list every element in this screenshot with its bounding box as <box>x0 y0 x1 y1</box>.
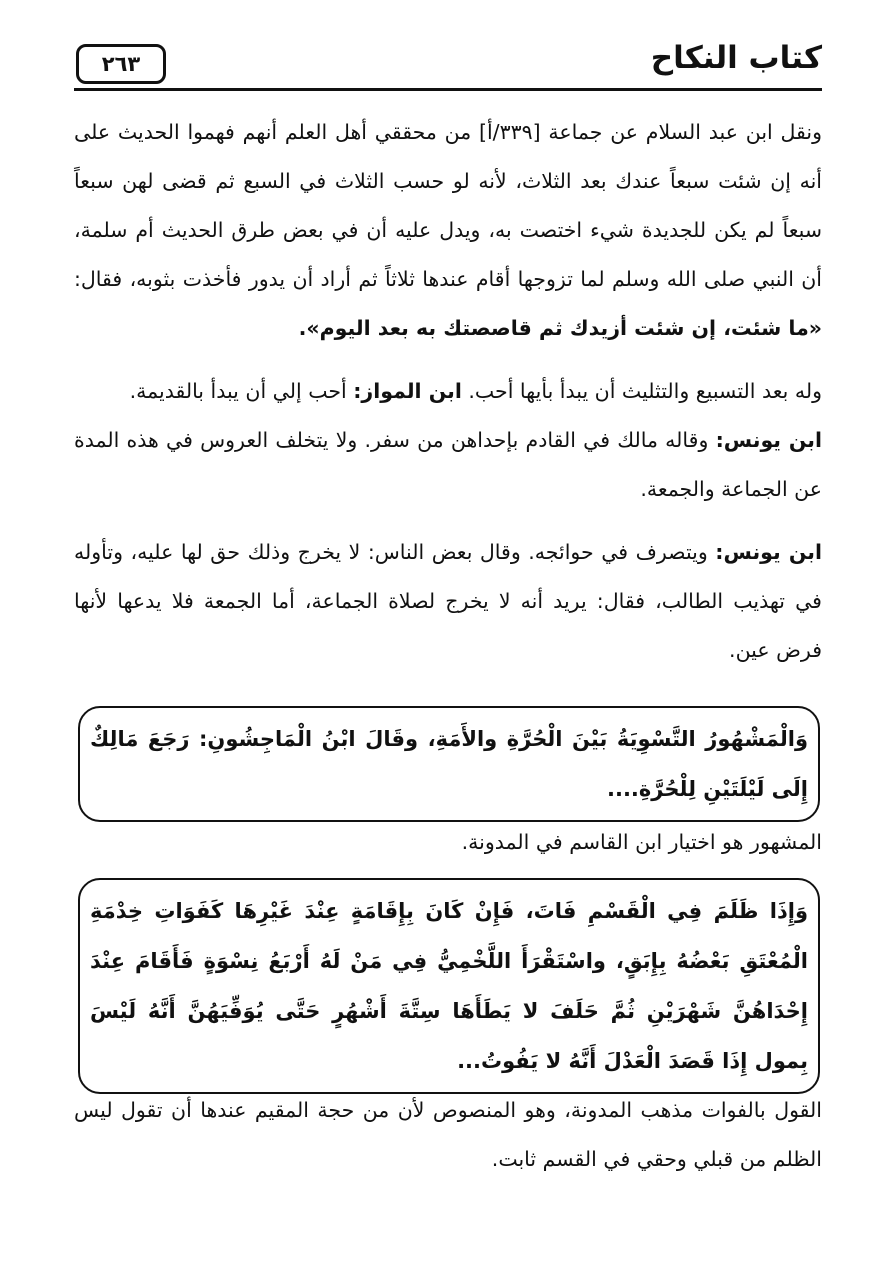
matn-box-1 <box>78 706 820 822</box>
note-text: القول بالفوات مذهب المدونة، وهو المنصوص لأن من حجة المقيم عندها أن تقول ليس الظلم من قبلي وحقي في القسم ثابت. <box>74 1098 822 1171</box>
commentary-note-2 <box>74 1086 822 1184</box>
paragraph-text: ويتصرف في حوائجه. وقال بعض الناس: لا يخرج وذلك حق لها عليه، وتأوله في تهذيب الطالب، فقال: يريد أنه لا يخرج لصلاة الجماعة، أما الجمعة فلا يدعها لأنها فرض عين. <box>74 540 822 662</box>
commentary-note-1 <box>74 818 822 867</box>
paragraph-text: وله بعد التسبيع والتثليث أن يبدأ بأيها أحب. <box>461 379 822 403</box>
paragraph-tasbi <box>74 367 822 416</box>
note-text: المشهور هو اختيار ابن القاسم في المدونة. <box>461 830 822 854</box>
hadith-quote: «ما شئت، إن شئت أزيدك ثم قاصصتك به بعد اليوم». <box>298 316 822 340</box>
scholar-name: ابن يونس: <box>715 540 823 564</box>
matn-text: وَإِذَا ظَلَمَ فِي الْقَسْمِ فَاتَ، فَإِنْ كَانَ بِإِقَامَةٍ عِنْدَ غَيْرِهَا كَفَوَاتِ خِدْمَةِ الْمُعْتَقِ بَعْضُهُ بِإِبَقٍ، واسْتَقْرَأَ اللَّخْمِيُّ فِي مَنْ لَهُ أَرْبَعُ نِسْوَةٍ فَأَقَامَ عِنْدَ إِحْدَاهُنَّ شَهْرَيْنِ ثُمَّ حَلَفَ لا يَطَأَهَا سِتَّةَ أَشْهُرٍ حَتَّى يُوَفِّيَهُنَّ أَنَّهُ لَيْسَ بِمول إِذَا قَصَدَ الْعَدْلَ أَنَّهُ لا يَفُوتُ... <box>90 899 808 1073</box>
page-header <box>74 36 822 94</box>
matn-text: وَالْمَشْهُورُ التَّسْوِيَةُ بَيْنَ الْحُرَّةِ والأَمَةِ، وقَالَ ابْنُ الْمَاجِشُونِ: رَجَعَ مَالِكٌ إِلَى لَيْلَتَيْنِ لِلْحُرَّةِ.... <box>90 727 808 801</box>
paragraph-text: وقاله مالك في القادم بإحداهن من سفر. ولا يتخلف العروس في هذه المدة عن الجماعة والجمعة. <box>74 428 822 501</box>
paragraph-ibn-yunus-1 <box>74 416 822 514</box>
paragraph-ibn-yunus-2 <box>74 528 822 675</box>
paragraph-text: ونقل ابن عبد السلام عن جماعة [٣٣٩/أ] من محققي أهل العلم أنهم فهموا الحديث على أنه إن شئت سبعاً عندك بعد الثلاث، لأنه لو حسب الثلاث في السبع ثم قضى لهن سبعاً سبعاً لم يكن للجديدة شيء اختصت به، ويدل عليه أن في بعض طرق الحديث أم سلمة، أن النبي صلى الله وسلم لما تزوجها أقام عندها ثلاثاً ثم أراد أن يدور فأخذت بثوبه، فقال: <box>74 120 823 291</box>
commentary-block-1 <box>74 108 822 675</box>
matn-box-2 <box>78 878 820 1094</box>
scholar-name: ابن يونس: <box>715 428 822 452</box>
book-title: كتاب النكاح <box>650 40 822 76</box>
page-number: ٢٦٣ <box>76 44 166 84</box>
paragraph-ibn-abd-salam <box>74 108 822 353</box>
scholar-name: ابن المواز: <box>353 379 462 403</box>
header-rule <box>74 88 822 91</box>
paragraph-text: أحب إلي أن يبدأ بالقديمة. <box>129 379 354 403</box>
